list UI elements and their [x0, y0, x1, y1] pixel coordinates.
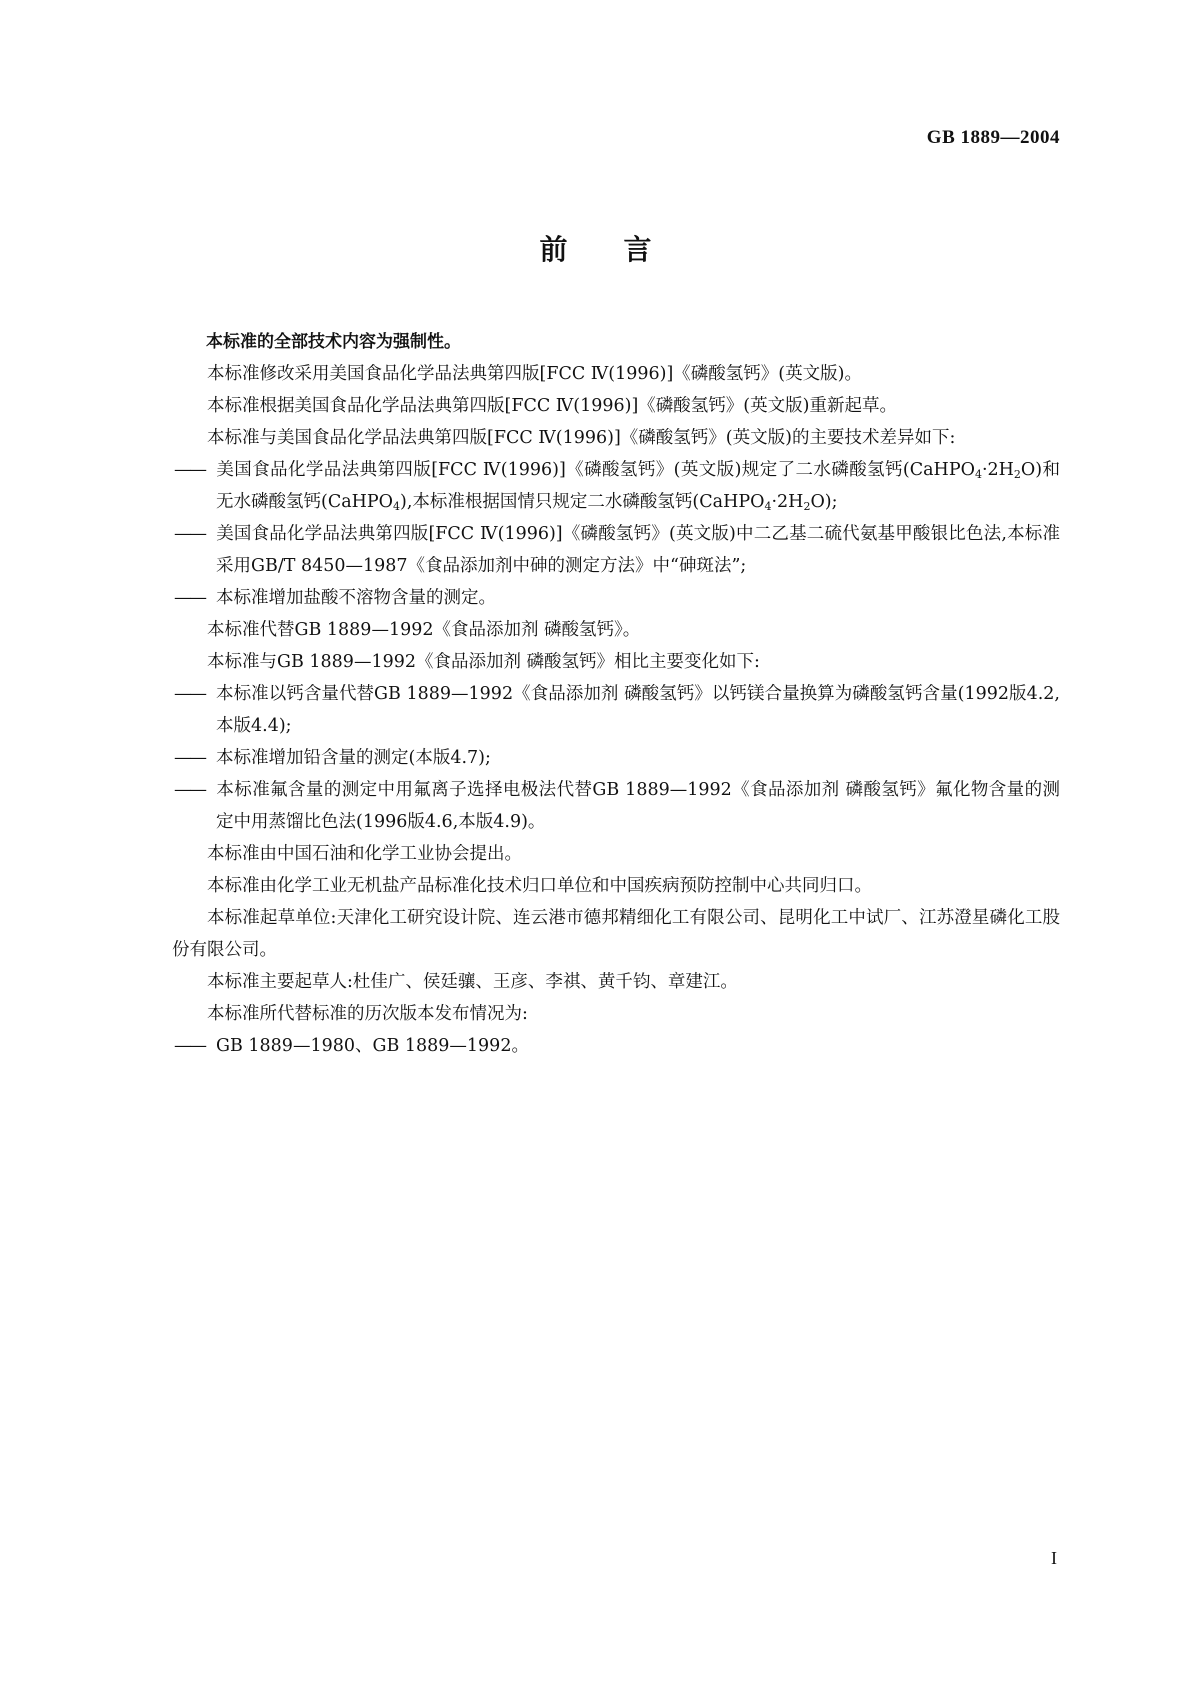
- paragraph: 本标准由中国石油和化学工业协会提出。: [207, 844, 522, 864]
- dash-mark: ——: [174, 460, 205, 480]
- paragraph: 本标准由化学工业无机盐产品标准化技术归口单位和中国疾病预防控制中心共同归口。: [207, 876, 872, 896]
- title-char-1: 前: [539, 233, 568, 266]
- dash-item: —— 美国食品化学品法典第四版[FCC Ⅳ(1996)]《磷酸氢钙》(英文版)中二乙基二硫代氨基甲酸银比色法,本标准采用GB/T 8450—1987《食品添加剂中砷的测定方法》中“砷斑法”;: [172, 518, 1060, 582]
- paragraph: 本标准所代替标准的历次版本发布情况为:: [207, 1004, 528, 1024]
- paragraph: 本标准修改采用美国食品化学品法典第四版[FCC Ⅳ(1996)]《磷酸氢钙》(英文版)。: [207, 364, 862, 384]
- dash-item: —— 本标准以钙含量代替GB 1889—1992《食品添加剂 磷酸氢钙》以钙镁合量换算为磷酸氢钙含量(1992版4.2,本版4.4);: [172, 678, 1060, 742]
- paragraph: 本标准代替GB 1889—1992《食品添加剂 磷酸氢钙》。: [207, 620, 641, 640]
- dash-mark: ——: [174, 748, 205, 768]
- paragraph: 本标准与美国食品化学品法典第四版[FCC Ⅳ(1996)]《磷酸氢钙》(英文版)的主要技术差异如下:: [207, 428, 956, 448]
- dash-mark: ——: [174, 524, 205, 544]
- dash-item: —— 美国食品化学品法典第四版[FCC Ⅳ(1996)]《磷酸氢钙》(英文版)规定了二水磷酸氢钙$(CaHPO_4\cdot 2H_2O)$和无水磷酸氢钙(CaHPO$_4$),本标准根据国情只规定二水磷酸氢钙$(CaHPO_4\cdot 2H_2O)$;: [172, 454, 1060, 518]
- paragraph: 本标准起草单位:天津化工研究设计院、连云港市德邦精细化工有限公司、昆明化工中试厂、江苏澄星磷化工股份有限公司。: [172, 908, 1060, 960]
- standard-code: GB 1889—2004: [926, 127, 1060, 148]
- dash-item: —— 本标准氟含量的测定中用氟离子选择电极法代替GB 1889—1992《食品添加剂 磷酸氢钙》氟化物含量的测定中用蒸馏比色法(1996版4.6,本版4.9)。: [172, 774, 1060, 838]
- title-char-2: 言: [623, 233, 652, 266]
- page-title: [0, 228, 1191, 268]
- paragraph: 本标准根据美国食品化学品法典第四版[FCC Ⅳ(1996)]《磷酸氢钙》(英文版)重新起草。: [207, 396, 897, 416]
- dash-mark: ——: [174, 780, 205, 800]
- dash-mark: ——: [174, 684, 205, 704]
- dash-mark: ——: [174, 588, 205, 608]
- dash-item: —— 本标准增加铅含量的测定(本版4.7);: [172, 742, 1060, 774]
- dash-item: —— GB 1889—1980、GB 1889—1992。: [172, 1030, 1060, 1062]
- foreword-body: [172, 326, 1060, 1062]
- paragraph: 本标准与GB 1889—1992《食品添加剂 磷酸氢钙》相比主要变化如下:: [207, 652, 760, 672]
- page-number: I: [1051, 1548, 1057, 1568]
- paragraph-mandatory: 本标准的全部技术内容为强制性。: [206, 332, 461, 352]
- paragraph: 本标准主要起草人:杜佳广、侯廷骧、王彦、李祺、黄千钧、章建江。: [207, 972, 738, 992]
- dash-item: —— 本标准增加盐酸不溶物含量的测定。: [172, 582, 1060, 614]
- dash-mark: ——: [174, 1036, 205, 1056]
